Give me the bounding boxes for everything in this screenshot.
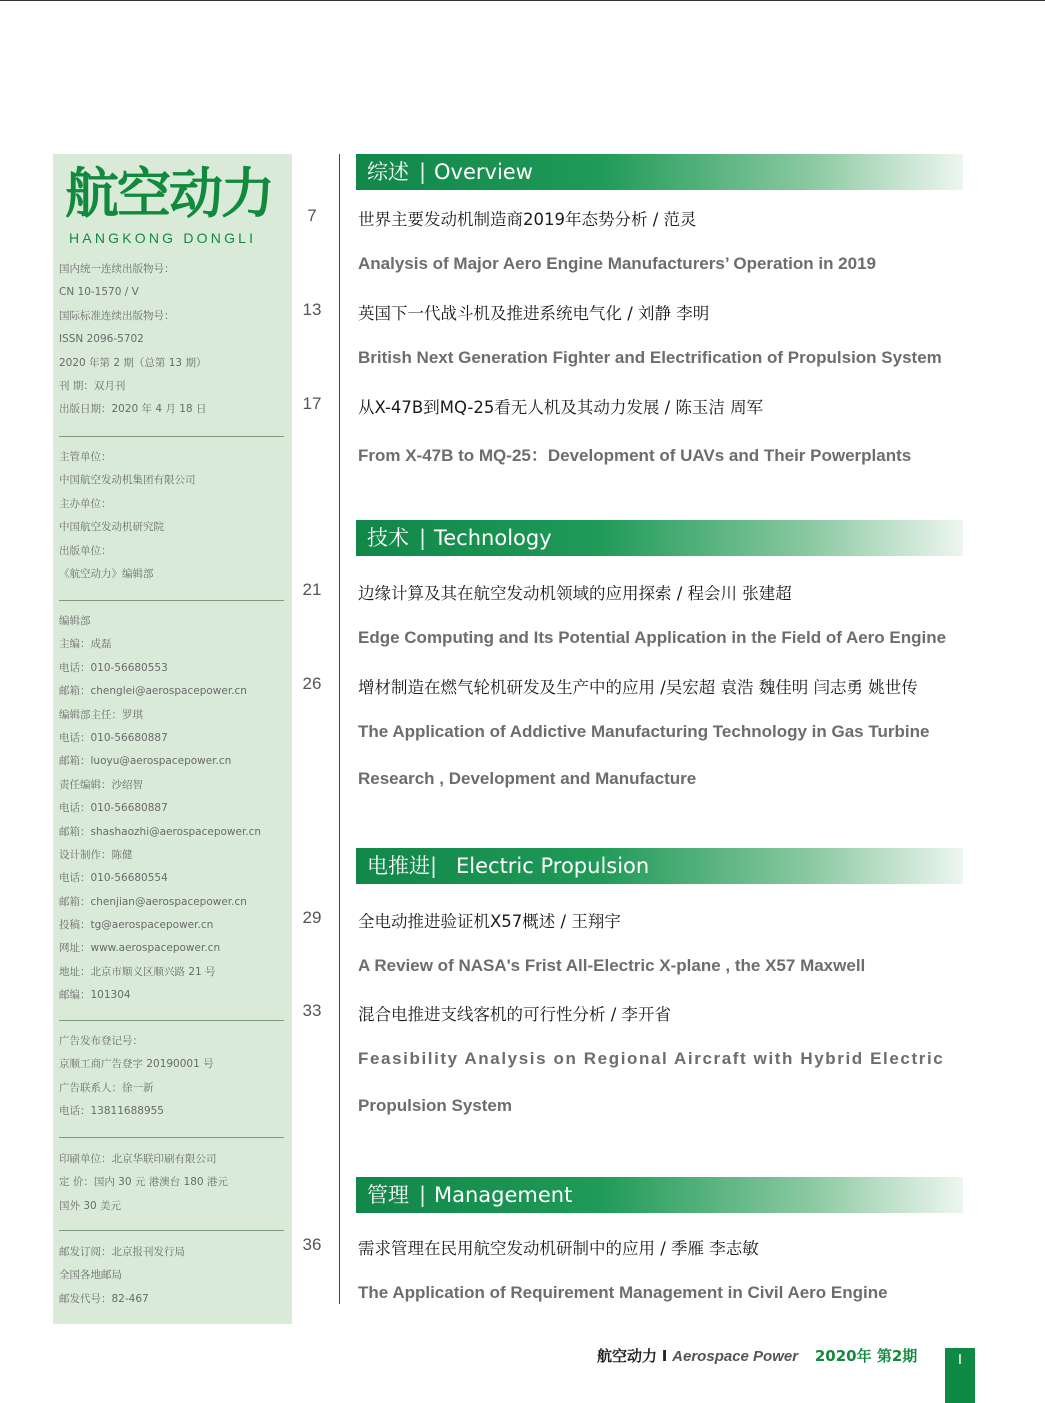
section-title-en: Electric Propulsion xyxy=(456,854,650,878)
page-number: 13 xyxy=(302,300,322,319)
info-line: 邮箱：shashaozhi@aerospacepower.cn xyxy=(59,825,262,838)
article-title-zh[interactable]: 全电动推进验证机X57概述 / 王翔宇 xyxy=(358,912,621,931)
page-footer xyxy=(597,1346,917,1367)
info-line: 主管单位： xyxy=(59,451,112,463)
info-line: 电话：13811688955 xyxy=(59,1105,164,1118)
article-title-zh[interactable]: 需求管理在民用航空发动机研制中的应用 / 季雁 李志敏 xyxy=(358,1239,759,1258)
info-line: 电话：010-56680554 xyxy=(59,872,168,885)
editorial-info xyxy=(59,610,261,1008)
column-rule xyxy=(339,154,340,1304)
info-line: ISSN 2096-5702 xyxy=(59,333,144,346)
section-header-overview xyxy=(356,154,963,190)
footer-separator: I xyxy=(661,1347,668,1365)
info-line: 邮箱：luoyu@aerospacepower.cn xyxy=(59,755,232,768)
article-title-en[interactable]: Edge Computing and Its Potential Application in the Field of Aero Engine xyxy=(358,628,947,647)
page-number: 17 xyxy=(302,394,322,413)
article-title-en[interactable]: Feasibility Analysis on Regional Aircraft with Hybrid Electric xyxy=(358,1049,945,1068)
printing-info xyxy=(59,1148,228,1218)
info-line: 编辑部主任：罗琪 xyxy=(59,708,143,721)
journal-pinyin: HANGKONG DONGLI xyxy=(69,230,257,246)
article-title-en[interactable]: The Application of Addictive Manufacturing Technology in Gas Turbine xyxy=(358,722,930,741)
info-line: 国外 30 美元 xyxy=(59,1199,122,1212)
info-line: 编辑部 xyxy=(59,615,91,627)
organization-info xyxy=(59,446,196,586)
info-line: 出版单位： xyxy=(59,544,112,557)
article-title-zh[interactable]: 增材制造在燃气轮机研发及生产中的应用 /吴宏超 袁浩 魏佳明 闫志勇 姚世传 xyxy=(358,678,918,697)
page-number: 33 xyxy=(302,1001,322,1020)
subscription-info xyxy=(59,1241,185,1311)
info-line: 国际标准连续出版物号： xyxy=(59,309,175,322)
info-line: 2020 年第 2 期（总第 13 期） xyxy=(59,356,207,369)
section-title-zh: 电推进 xyxy=(367,854,430,878)
section-title-en: Management xyxy=(434,1183,573,1207)
info-line: 责任编辑：沙绍智 xyxy=(59,778,143,791)
section-title-en: Technology xyxy=(434,526,552,550)
section-header-electric-propulsion xyxy=(356,848,963,884)
info-line: 邮编：101304 xyxy=(59,989,131,1002)
page-number: 7 xyxy=(307,206,317,225)
article-title-en[interactable]: From X-47B to MQ-25：Development of UAVs and Their Powerplants xyxy=(358,446,912,465)
footer-journal-name-en: Aerospace Power xyxy=(672,1348,799,1365)
section-title-en: Overview xyxy=(434,160,533,184)
info-line: 地址：北京市顺义区顺兴路 21 号 xyxy=(59,965,216,978)
info-line: 《航空动力》编辑部 xyxy=(59,567,154,580)
info-line: 邮发订阅：北京报刊发行局 xyxy=(59,1246,185,1258)
page-number-tab: I xyxy=(945,1348,975,1403)
article-title-en-continued[interactable]: Research , Development and Manufacture xyxy=(358,769,697,788)
article-title-zh[interactable]: 英国下一代战斗机及推进系统电气化 / 刘静 李明 xyxy=(358,304,710,323)
article-title-zh[interactable]: 混合电推进支线客机的可行性分析 / 李开省 xyxy=(358,1005,672,1024)
info-line: 电话：010-56680553 xyxy=(59,661,168,674)
info-line: 出版日期：2020 年 4 月 18 日 xyxy=(59,403,207,416)
section-title-zh: 技术 xyxy=(367,526,409,550)
article-title-zh[interactable]: 边缘计算及其在航空发动机领域的应用探索 / 程会川 张建超 xyxy=(358,584,792,603)
section-separator: | xyxy=(419,160,427,184)
journal-logo: 航空动力 xyxy=(65,162,273,225)
info-line: 京顺工商广告登字 20190001 号 xyxy=(59,1058,214,1071)
article-title-en[interactable]: British Next Generation Fighter and Electrification of Propulsion System xyxy=(358,348,942,367)
page-number: 21 xyxy=(302,580,322,599)
section-separator: | xyxy=(419,1183,427,1207)
advertising-info xyxy=(59,1030,214,1124)
divider xyxy=(59,1230,284,1231)
info-line: 邮箱：chenjian@aerospacepower.cn xyxy=(59,895,247,908)
info-line: 国内统一连续出版物号： xyxy=(59,263,175,275)
masthead-sidebar xyxy=(53,154,292,1324)
publication-info xyxy=(59,258,206,422)
article-title-zh[interactable]: 世界主要发动机制造商2019年态势分析 / 范灵 xyxy=(358,210,697,229)
info-line: 中国航空发动机集团有限公司 xyxy=(59,474,196,487)
info-line: 印刷单位：北京华联印刷有限公司 xyxy=(59,1153,217,1165)
divider xyxy=(59,436,284,437)
article-title-en-continued[interactable]: Propulsion System xyxy=(358,1096,512,1115)
article-title-en[interactable]: A Review of NASA's Frist All-Electric X-plane , the X57 Maxwell xyxy=(358,956,866,975)
footer-journal-name-zh: 航空动力 xyxy=(597,1347,658,1365)
info-line: 电话：010-56680887 xyxy=(59,802,168,815)
info-line: 主编：成磊 xyxy=(59,638,112,651)
section-header-management xyxy=(356,1177,963,1213)
info-line: 邮箱：chenglei@aerospacepower.cn xyxy=(59,685,247,698)
section-title-zh: 综述 xyxy=(367,160,409,184)
divider xyxy=(59,1137,284,1138)
page-number: 36 xyxy=(302,1235,322,1254)
info-line: 广告联系人：徐一新 xyxy=(59,1081,154,1094)
page-number: 29 xyxy=(302,908,322,927)
divider xyxy=(59,1020,284,1021)
info-line: 全国各地邮局 xyxy=(59,1269,122,1282)
info-line: 邮发代号：82-467 xyxy=(59,1292,149,1305)
article-title-zh[interactable]: 从X-47B到MQ-25看无人机及其动力发展 / 陈玉洁 周军 xyxy=(358,398,764,417)
footer-issue: 2020年 第2期 xyxy=(814,1347,918,1365)
info-line: 电话：010-56680887 xyxy=(59,731,168,744)
section-header-technology xyxy=(356,520,963,556)
article-title-en[interactable]: Analysis of Major Aero Engine Manufacturers’ Operation in 2019 xyxy=(358,254,877,273)
divider xyxy=(59,600,284,601)
info-line: 主办单位： xyxy=(59,497,112,510)
section-title-zh: 管理 xyxy=(367,1183,409,1207)
info-line: 定 价：国内 30 元 港澳台 180 港元 xyxy=(59,1176,228,1189)
section-separator: | xyxy=(430,854,438,878)
info-line: 网址：www.aerospacepower.cn xyxy=(59,942,221,955)
info-line: 中国航空发动机研究院 xyxy=(59,521,164,534)
section-separator: | xyxy=(419,526,427,550)
article-title-en[interactable]: The Application of Requirement Management in Civil Aero Engine xyxy=(358,1283,888,1302)
info-line: CN 10-1570 / V xyxy=(59,286,139,299)
top-rule xyxy=(0,0,1045,1)
info-line: 投稿：tg@aerospacepower.cn xyxy=(59,919,214,932)
info-line: 刊 期：双月刊 xyxy=(59,379,126,392)
info-line: 设计制作：陈健 xyxy=(59,848,133,861)
page-number: 26 xyxy=(302,674,322,693)
info-line: 广告发布登记号： xyxy=(59,1035,143,1047)
